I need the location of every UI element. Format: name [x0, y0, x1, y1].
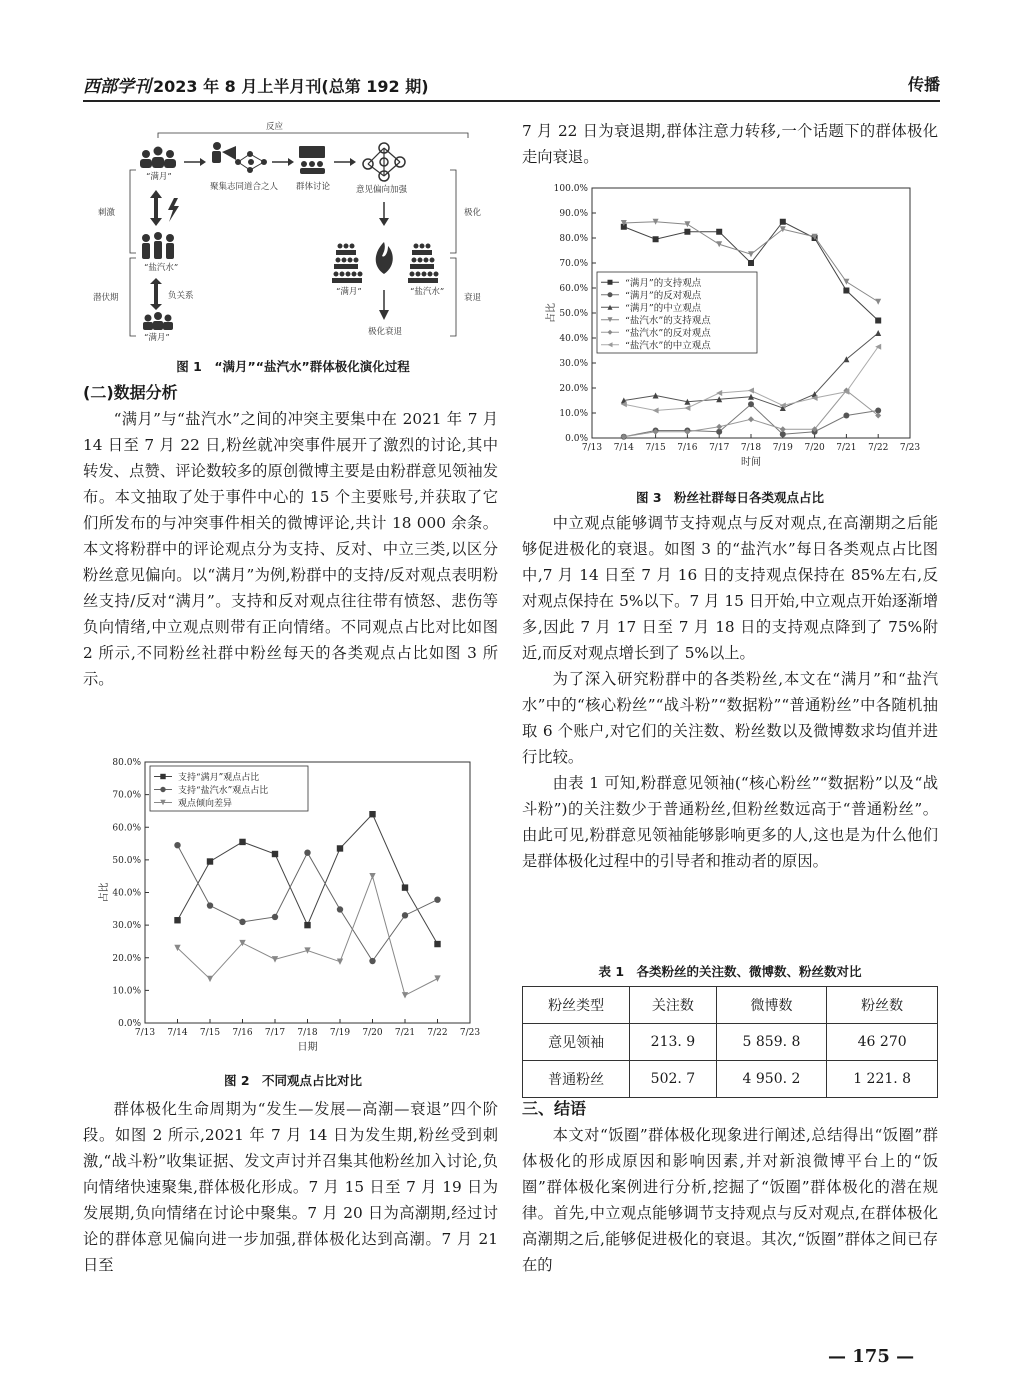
legend-label: “满月”的反对观点 — [625, 290, 702, 302]
figure-1-diagram — [88, 118, 498, 350]
right-column-top — [522, 118, 938, 170]
y-tick-label: 30.0% — [559, 359, 588, 369]
legend — [150, 766, 308, 811]
legend-marker — [608, 292, 613, 297]
fig1-label-polar-decline: 极化衰退 — [368, 327, 403, 337]
lightning-icon — [168, 198, 179, 222]
figure-2-chart — [88, 752, 498, 1064]
data-point — [402, 992, 408, 998]
fig1-label-manyue-bottom: “满月” — [144, 333, 170, 343]
left-column-top — [83, 380, 498, 692]
y-tick-label: 80.0% — [112, 758, 141, 768]
data-point — [369, 811, 375, 817]
x-tick-label: 7/13 — [134, 1028, 156, 1038]
y-tick-label: 70.0% — [559, 259, 588, 269]
network-icon — [235, 151, 267, 173]
fans-comparison-table — [522, 986, 938, 1098]
fig2-caption: 图 2 不同观点占比对比 — [223, 1073, 363, 1088]
x-tick-label: 7/23 — [459, 1028, 481, 1038]
fig1-label-polarize: 极化 — [464, 208, 482, 218]
x-tick-label: 7/17 — [264, 1028, 286, 1038]
data-point — [875, 318, 881, 324]
data-point — [402, 884, 408, 890]
series-line — [624, 347, 878, 411]
data-point — [174, 917, 180, 923]
left-paragraph-1: “满月”与“盐汽水”之间的冲突主要集中在 2021 年 7 月 14 日至 7 月 22 日,粉丝就冲突事件展开了激烈的讨论,其中转发、点赞、评论数较多的原创微博主要是由粉群意见领袖发布。本文抽取了处于事件中心的 15 个主要账号,并获取了它们所发布的与冲突事件相关的微博评论,共计 18 000 余条。本文将粉群中的评论观点分为支持、反对、中立三类,以区分粉丝意见偏向。以“满月”为例,粉群中的支持/反对观点表明粉丝支持/反对“满月”。支持和反对观点往往带有愤怒、悲伤等负向情绪,中立观点则带有正向情绪。不同观点占比对比如图 2 所示,不同粉丝社群中粉丝每天的各类观点占比如图 3 所示。 — [83, 410, 498, 688]
x-tick-label: 7/16 — [677, 443, 698, 453]
x-tick-label: 7/18 — [740, 443, 762, 453]
x-axis-label: 日期 — [297, 1042, 318, 1053]
fig1-label-manyue: “满月” — [146, 172, 172, 182]
x-tick-label: 7/17 — [709, 443, 730, 453]
data-point — [369, 958, 375, 964]
data-point — [843, 413, 849, 419]
data-point — [716, 424, 722, 430]
data-point — [272, 956, 278, 962]
x-tick-label: 7/19 — [772, 443, 793, 453]
right-paragraph-4: 本文对“饭圈”群体极化现象进行阐述,总结得出“饭圈”群体极化的形成原因和影响因素,并对新浪微博平台上的“饭圈”群体极化案例进行分析,挖掘了“饭圈”群体极化的潜在规律。首先,中立观点能够调节支持观点与反对观点,在群体极化高潮期之后,能够促进极化的衰退。其次,“饭圈”群体之间已存在的 — [522, 1126, 938, 1274]
right-paragraph-0: 7 月 22 日为衰退期,群体注意力转移,一个话题下的群体极化走向衰退。 — [522, 122, 938, 166]
data-point — [748, 401, 754, 407]
fig1-caption: 图 1 “满月”“盐汽水”群体极化演化过程 — [176, 359, 410, 374]
manyue-crowd-icon — [332, 232, 363, 283]
legend — [597, 272, 757, 353]
table-cell: 213. 9 — [630, 1024, 716, 1061]
series-line — [178, 845, 438, 961]
fig1-label-latent: 潜伏期 — [93, 293, 119, 303]
data-point — [304, 849, 310, 855]
table-cell: 普通粉丝 — [523, 1061, 630, 1098]
data-point — [716, 390, 722, 396]
data-point — [875, 330, 881, 336]
series-line — [178, 876, 438, 995]
left-column-bottom — [83, 1096, 498, 1278]
x-tick-label: 7/22 — [868, 443, 889, 453]
x-tick-label: 7/15 — [645, 443, 666, 453]
right-paragraph-1: 中立观点能够调节支持观点与反对观点,在高潮期之后能够促进极化的衰退。如图 3 的“盐汽水”每日各类观点占比图中,7 月 14 日至 7 月 16 日的支持观点保持在 85%左右,反对观点保持在 5%以下。7 月 15 日开始,中立观点开始逐渐增多,因此 7 月 17 日至 7 月 18 日的支持观点降到了 75%附近,而反对观点增长到了 5%以上。 — [522, 514, 938, 662]
x-tick-label: 7/20 — [804, 443, 825, 453]
legend-label: 支持“满月”观点占比 — [178, 773, 260, 783]
y-tick-label: 60.0% — [112, 823, 141, 834]
right-column-bottom — [522, 1096, 938, 1278]
y-tick-label: 40.0% — [112, 888, 141, 899]
figure-3-chart — [535, 180, 930, 480]
right-column-mid — [522, 510, 938, 874]
data-point — [337, 906, 343, 912]
fig1-label-strengthen: 意见偏向加强 — [356, 185, 408, 195]
data-point — [875, 299, 881, 305]
data-point — [780, 219, 786, 225]
fig1-label-decline: 衰退 — [464, 293, 482, 303]
data-point — [875, 344, 881, 350]
x-tick-label: 7/23 — [899, 443, 921, 453]
data-point — [653, 236, 659, 242]
table-header-cell: 微博数 — [716, 987, 827, 1024]
table-row — [523, 1024, 938, 1061]
y-tick-label: 0.0% — [565, 434, 588, 444]
data-point — [748, 416, 754, 422]
data-point — [434, 941, 440, 947]
y-tick-label: 40.0% — [559, 334, 588, 344]
legend-label: 观点倾向差异 — [178, 799, 233, 809]
data-point — [304, 922, 310, 928]
issue-text: 2023 年 8 月上半月刊(总第 192 期) — [153, 77, 429, 96]
data-point — [716, 241, 722, 247]
yanqishui-group-icon — [142, 232, 174, 259]
table-header-cell: 粉丝类型 — [523, 987, 630, 1024]
y-tick-label: 80.0% — [559, 234, 588, 244]
data-point — [207, 902, 213, 908]
fig1-label-yanqishui: “盐汽水” — [144, 263, 179, 273]
table-header-cell: 关注数 — [630, 987, 716, 1024]
y-tick-label: 50.0% — [559, 309, 588, 319]
x-tick-label: 7/19 — [329, 1028, 351, 1038]
running-header — [83, 72, 940, 98]
y-axis-label: 占比 — [546, 303, 557, 323]
data-point — [402, 912, 408, 918]
data-point — [434, 896, 440, 902]
y-tick-label: 0.0% — [118, 1019, 141, 1029]
data-point — [434, 975, 440, 981]
y-tick-label: 20.0% — [112, 953, 141, 964]
header-journal-issue — [83, 72, 429, 97]
legend-marker — [160, 774, 165, 779]
manyue-group-icon — [140, 147, 176, 169]
data-point — [174, 842, 180, 848]
x-axis-label: 时间 — [741, 457, 761, 468]
y-tick-label: 30.0% — [112, 921, 141, 932]
data-point — [272, 851, 278, 857]
x-tick-label: 7/20 — [362, 1028, 383, 1038]
data-point — [684, 229, 690, 235]
legend-marker — [160, 787, 165, 792]
x-tick-label: 7/13 — [581, 443, 603, 453]
data-point — [748, 260, 754, 266]
fig1-label-gather: 聚集志同道合之人 — [210, 182, 279, 192]
manyue-bottom-icon — [143, 312, 173, 330]
data-point — [207, 858, 213, 864]
table-row — [523, 1061, 938, 1098]
fig1-label-yanqishui-crowd: “盐汽水” — [410, 287, 445, 297]
x-tick-label: 7/22 — [427, 1028, 448, 1038]
data-point — [684, 405, 690, 411]
fig3-caption: 图 3 粉丝社群每日各类观点占比 — [635, 490, 825, 505]
data-point — [843, 279, 849, 285]
legend-label: “盐汽水”的支持观点 — [625, 315, 711, 327]
data-point — [239, 919, 245, 925]
section-title-data-analysis: (二)数据分析 — [83, 383, 178, 402]
data-point — [304, 947, 310, 953]
data-point — [337, 958, 343, 964]
right-paragraph-2: 为了深入研究粉群中的各类粉丝,本文在“满月”和“盐汽水”中的“核心粉丝”“战斗粉”“数据粉”“普通粉丝”中各随机抽取 6 个账户,对它们的关注数、粉丝数以及微博数求均值并进行比较。 — [522, 670, 938, 766]
data-point — [716, 229, 722, 235]
strengthen-network-icon — [363, 143, 405, 181]
megaphone-icon — [212, 142, 236, 163]
table-cell: 46 270 — [827, 1024, 938, 1061]
y-axis-label: 占比 — [99, 882, 110, 903]
header-rule — [83, 100, 940, 102]
discussion-icon — [299, 146, 325, 174]
table-cell: 1 221. 8 — [827, 1061, 938, 1098]
data-point — [239, 839, 245, 845]
x-tick-label: 7/21 — [836, 443, 857, 453]
x-tick-label: 7/16 — [232, 1028, 253, 1038]
y-tick-label: 100.0% — [553, 184, 588, 194]
table-header-cell: 粉丝数 — [827, 987, 938, 1024]
table-cell: 502. 7 — [630, 1061, 716, 1098]
x-tick-label: 7/15 — [199, 1028, 221, 1038]
data-point — [369, 873, 375, 879]
right-paragraph-3: 由表 1 可知,粉群意见领袖(“核心粉丝”“数据粉”以及“战斗粉”)的关注数少于普通粉丝,但粉丝数远高于“普通粉丝”。由此可见,粉群意见领袖能够影响更多的人,这也是为什么他们是群体极化过程中的引导者和推动者的原因。 — [522, 774, 938, 870]
fig1-label-manyue-crowd: “满月” — [336, 287, 362, 297]
x-tick-label: 7/18 — [297, 1028, 318, 1038]
fire-icon — [376, 242, 393, 274]
fig1-label-stimulus: 刺激 — [98, 208, 116, 218]
fig1-label-negative: 负关系 — [168, 291, 194, 301]
data-point — [780, 426, 786, 432]
data-point — [748, 251, 754, 257]
header-section: 传播 — [907, 75, 940, 94]
x-tick-label: 7/14 — [613, 443, 634, 453]
y-tick-label: 90.0% — [559, 209, 588, 219]
legend-label: “满月”的中立观点 — [625, 302, 702, 314]
yanqishui-crowd-icon — [408, 232, 439, 283]
data-point — [843, 288, 849, 294]
page-number: — 175 — — [828, 1346, 915, 1367]
fig1-label-discuss: 群体讨论 — [296, 182, 331, 192]
x-tick-label: 7/21 — [394, 1028, 416, 1038]
data-point — [207, 976, 213, 982]
table-cell: 5 859. 8 — [716, 1024, 827, 1061]
y-tick-label: 10.0% — [112, 986, 141, 997]
data-point — [337, 845, 343, 851]
data-point — [748, 388, 754, 394]
legend-label: 支持“盐汽水”观点占比 — [178, 786, 269, 796]
legend-label: “盐汽水”的中立观点 — [625, 340, 711, 352]
data-point — [272, 914, 278, 920]
y-tick-label: 60.0% — [559, 284, 588, 294]
y-tick-label: 10.0% — [559, 409, 588, 419]
x-tick-label: 7/14 — [167, 1028, 188, 1038]
y-tick-label: 20.0% — [559, 384, 588, 394]
left-paragraph-2: 群体极化生命周期为“发生—发展—高潮—衰退”四个阶段。如图 2 所示,2021 年 7 月 14 日为发生期,粉丝受到刺激,“战斗粉”收集证据、发文声讨并召集其他粉丝加入讨论,负向情绪快速聚集,群体极化形成。7 月 15 日至 7 月 19 日为发展期,负向情绪在讨论中聚集。7 月 20 日为高潮期,经过讨论的群体意见偏向进一步加强,群体极化达到高潮。7 月 21 日至 — [83, 1100, 498, 1274]
table-cell: 4 950. 2 — [716, 1061, 827, 1098]
data-point — [653, 408, 659, 414]
legend-label: “满月”的支持观点 — [625, 277, 702, 289]
table-header-row — [523, 987, 938, 1024]
legend-label: “盐汽水”的反对观点 — [625, 327, 711, 339]
section-title-conclusion: 三、结语 — [522, 1099, 587, 1118]
fig1-label-response: 反应 — [266, 122, 284, 132]
legend-marker — [608, 280, 613, 285]
table-caption: 表 1 各类粉丝的关注数、微博数、粉丝数对比 — [598, 964, 862, 979]
y-tick-label: 70.0% — [112, 790, 141, 801]
table-cell: 意见领袖 — [523, 1024, 630, 1061]
y-tick-label: 50.0% — [112, 855, 141, 866]
journal-logo: 西部学刊 — [83, 77, 151, 97]
